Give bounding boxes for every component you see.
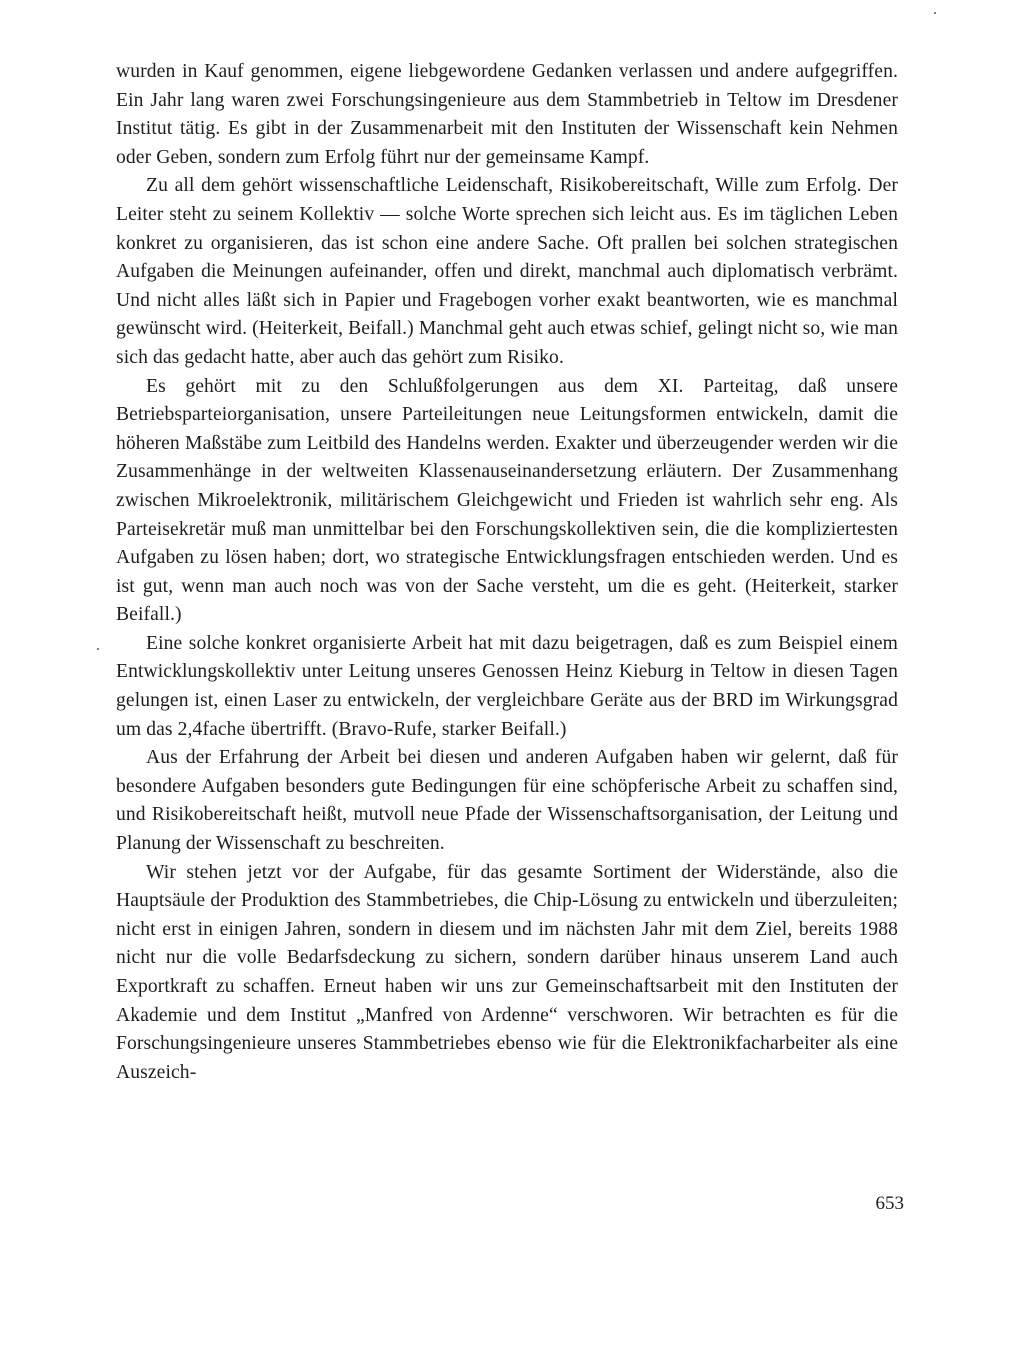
- paragraph-1: wurden in Kauf genommen, eigene liebgewordene Gedanken verlassen und andere aufgegriffen. Ein Jahr lang waren zwei Forschungsingenieure aus dem Stammbetrieb in Teltow im Dresdener Institut tätig. Es gibt in der Zusammenarbeit mit den Instituten der Wissenschaft kein Nehmen oder Geben, sondern zum Erfolg führt nur der gemeinsame Kampf.: [116, 61, 898, 168]
- paragraph-3: Es gehört mit zu den Schlußfolgerungen aus dem XI. Parteitag, daß unsere Betriebsparteiorganisation, unsere Parteileitungen neue Leitungsformen entwickeln, damit die höheren Maßstäbe zum Leitbild des Handelns werden. Exakter und überzeugender werden wir die Zusammenhänge in der weltweiten Klassenauseinandersetzung erläutern. Der Zusammenhang zwischen Mikroelektronik, militärischem Gleichgewicht und Frieden ist wahrlich sehr eng. Als Parteisekretär muß man unmittelbar bei den Forschungskollektiven sein, die die kompliziertesten Aufgaben zu lösen haben; dort, wo strategische Entwicklungsfragen entschieden werden. Und es ist gut, wenn man auch noch was von der Sache versteht, um die es geht. (Heiterkeit, starker Beifall.): [116, 375, 898, 626]
- paragraph-4: Eine solche konkret organisierte Arbeit hat mit dazu beigetragen, daß es zum Beispiel einem Entwicklungskollektiv unter Leitung unseres Genossen Heinz Kieburg in Teltow in diesen Tagen gelungen ist, einen Laser zu entwickeln, der vergleichbare Geräte aus der BRD im Wirkungsgrad um das 2,4fache übertrifft. (Bravo-Rufe, starker Beifall.): [116, 632, 898, 740]
- scan-speck: [934, 12, 936, 14]
- page-text-block: [116, 58, 898, 1087]
- page-number: 653: [875, 1193, 904, 1214]
- paragraph-5: Aus der Erfahrung der Arbeit bei diesen und anderen Aufgaben haben wir gelernt, daß für besondere Aufgaben besonders gute Bedingungen für eine schöpferische Arbeit zu schaffen sind, und Risikobereitschaft heißt, mutvoll neue Pfade der Wissenschaftsorganisation, der Leitung und Planung der Wissenschaft zu beschreiten.: [116, 747, 898, 855]
- paragraph-6: Wir stehen jetzt vor der Aufgabe, für das gesamte Sortiment der Widerstände, also die Hauptsäule der Produktion des Stammbetriebes, die Chip-Lösung zu entwickeln und überzuleiten; nicht erst in einigen Jahren, sondern in diesem und im nächsten Jahr mit dem Ziel, bereits 1988 nicht nur die volle Bedarfsdeckung zu sichern, sondern darüber hinaus unserem Land auch Exportkraft zu schaffen. Erneut haben wir uns zur Gemeinschaftsarbeit mit den Instituten der Akademie und dem Institut „Manfred von Ardenne“ verschworen. Wir betrachten es für die Forschungsingenieure unseres Stammbetriebes ebenso wie für die Elektronikfacharbeiter als eine Auszeich-: [116, 861, 898, 1083]
- scan-speck: [97, 648, 99, 650]
- paragraph-2: Zu all dem gehört wissenschaftliche Leidenschaft, Risikobereitschaft, Wille zum Erfolg. Der Leiter steht zu seinem Kollektiv — solche Worte sprechen sich leicht aus. Es im täglichen Leben konkret zu organisieren, das ist schon eine andere Sache. Oft prallen bei solchen strategischen Aufgaben die Meinungen aufeinander, offen und direkt, manchmal auch diplomatisch verbrämt. Und nicht alles läßt sich in Papier und Fragebogen vorher exakt beantworten, wie es manchmal gewünscht wird. (Heiterkeit, Beifall.) Manchmal geht auch etwas schief, gelingt nicht so, wie man sich das gedacht hatte, aber auch das gehört zum Risiko.: [116, 175, 898, 368]
